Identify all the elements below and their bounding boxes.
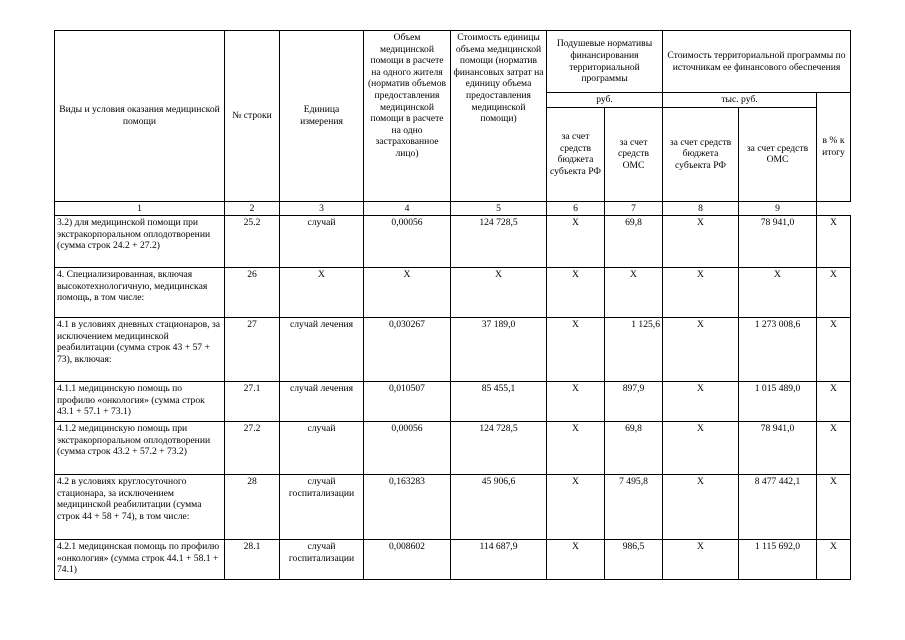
row-pc-budget: Х — [547, 422, 605, 475]
financing-table — [54, 30, 851, 580]
header-unit: Единица измерения — [280, 31, 364, 202]
row-cost: 37 189,0 — [451, 318, 547, 382]
row-tc-budget: Х — [663, 422, 739, 475]
column-number: 9 — [739, 201, 817, 216]
header-line-number: № строки — [225, 31, 280, 202]
row-unit: Х — [280, 268, 364, 318]
column-number: 2 — [225, 201, 280, 216]
row-cost: 45 906,6 — [451, 475, 547, 540]
row-tc-budget: Х — [663, 540, 739, 580]
row-tc-oms: Х — [739, 268, 817, 318]
column-number: 5 — [451, 201, 547, 216]
row-name: 3.2) для медицинской помощи при экстракорпоральном оплодотворении (сумма строк 24.2 + 27.2) — [55, 216, 225, 268]
table-row — [55, 318, 851, 382]
header-program-cost: Стоимость территориальной программы по источникам ее финансового обеспечения — [663, 31, 851, 93]
row-name: 4.1.2 медицинскую помощь при экстракорпоральном оплодотворении (сумма строк 43.2 + 57.2 + 73.2) — [55, 422, 225, 475]
row-pc-oms: 986,5 — [605, 540, 663, 580]
header-unit-thousand-rub: тыс. руб. — [663, 93, 817, 108]
table-row — [55, 475, 851, 540]
header-per-capita-norms: Подушевые нормативы финансирования территориальной программы — [547, 31, 663, 93]
row-tc-oms: 78 941,0 — [739, 216, 817, 268]
row-line: 26 — [225, 268, 280, 318]
row-tc-budget: Х — [663, 268, 739, 318]
row-name: 4. Специализированная, включая высокотехнологичную, медицинская помощь, в том числе: — [55, 268, 225, 318]
row-volume: 0,008602 — [364, 540, 451, 580]
row-unit: случай — [280, 422, 364, 475]
table-row — [55, 382, 851, 422]
row-pct: Х — [817, 216, 851, 268]
row-pct: Х — [817, 475, 851, 540]
row-line: 28.1 — [225, 540, 280, 580]
header-unit-cost: Стоимость единицы объема медицинской помощи (норматив финансовых затрат на единицу объема предоставления медицинской помощи) — [451, 31, 547, 202]
row-volume: 0,163283 — [364, 475, 451, 540]
row-line: 27.2 — [225, 422, 280, 475]
header-services: Виды и условия оказания медицинской помощи — [55, 31, 225, 202]
row-pc-oms: 7 495,8 — [605, 475, 663, 540]
row-tc-budget: Х — [663, 382, 739, 422]
column-number: 4 — [364, 201, 451, 216]
header-pc-budget: за счет средств бюджета субъекта РФ — [547, 107, 605, 201]
table-row — [55, 540, 851, 580]
row-tc-oms: 1 015 489,0 — [739, 382, 817, 422]
header-pc-oms: за счет средств ОМС — [605, 107, 663, 201]
row-tc-budget: Х — [663, 475, 739, 540]
row-line: 28 — [225, 475, 280, 540]
row-tc-oms: 1 115 692,0 — [739, 540, 817, 580]
row-tc-oms: 1 273 008,6 — [739, 318, 817, 382]
row-cost: 124 728,5 — [451, 422, 547, 475]
row-volume: Х — [364, 268, 451, 318]
row-unit: случай госпитализации — [280, 475, 364, 540]
row-cost: 85 455,1 — [451, 382, 547, 422]
row-pc-budget: Х — [547, 268, 605, 318]
row-pc-budget: Х — [547, 216, 605, 268]
header-tc-budget: за счет средств бюджета субъекта РФ — [663, 107, 739, 201]
table-row — [55, 422, 851, 475]
row-tc-budget: Х — [663, 216, 739, 268]
column-number: 6 — [547, 201, 605, 216]
row-pct: Х — [817, 422, 851, 475]
row-pc-oms: 897,9 — [605, 382, 663, 422]
column-number: 7 — [605, 201, 663, 216]
column-number: 8 — [663, 201, 739, 216]
row-name: 4.2.1 медицинская помощь по профилю «онкология» (сумма строк 44.1 + 58.1 + 74.1) — [55, 540, 225, 580]
row-line: 27 — [225, 318, 280, 382]
row-pc-budget: Х — [547, 318, 605, 382]
column-number: 3 — [280, 201, 364, 216]
row-tc-budget: Х — [663, 318, 739, 382]
column-number-row — [55, 201, 851, 216]
row-pct: Х — [817, 318, 851, 382]
row-cost: 124 728,5 — [451, 216, 547, 268]
column-number: 1 — [55, 201, 225, 216]
row-pct: Х — [817, 268, 851, 318]
table-row — [55, 216, 851, 268]
row-unit: случай лечения — [280, 318, 364, 382]
row-name: 4.1 в условиях дневных стационаров, за исключением медицинской реабилитации (сумма строк 43 + 57 + 73), включая: — [55, 318, 225, 382]
row-name: 4.1.1 медицинскую помощь по профилю «онкология» (сумма строк 43.1 + 57.1 + 73.1) — [55, 382, 225, 422]
row-unit: случай лечения — [280, 382, 364, 422]
header-volume: Объем медицинской помощи в расчете на одного жителя (норматив объемов предоставления медицинской помощи в расчете на одно застрахованное лицо) — [364, 31, 451, 202]
row-pc-oms: 1 125,6 — [605, 318, 663, 382]
table-row — [55, 268, 851, 318]
row-cost: Х — [451, 268, 547, 318]
header-percent-total: в % к итогу — [817, 93, 851, 202]
row-pc-oms: 69,8 — [605, 422, 663, 475]
row-pc-budget: Х — [547, 475, 605, 540]
row-name: 4.2 в условиях круглосуточного стационара, за исключением медицинской реабилитации (сумма строк 44 + 58 + 74), в том числе: — [55, 475, 225, 540]
row-line: 25.2 — [225, 216, 280, 268]
row-unit: случай госпитализации — [280, 540, 364, 580]
row-pct: Х — [817, 382, 851, 422]
header-unit-rub: руб. — [547, 93, 663, 108]
row-pc-oms: 69,8 — [605, 216, 663, 268]
row-tc-oms: 78 941,0 — [739, 422, 817, 475]
row-volume: 0,010507 — [364, 382, 451, 422]
row-unit: случай — [280, 216, 364, 268]
row-pc-oms: Х — [605, 268, 663, 318]
header-tc-oms: за счет средств ОМС — [739, 107, 817, 201]
row-cost: 114 687,9 — [451, 540, 547, 580]
row-pc-budget: Х — [547, 540, 605, 580]
row-tc-oms: 8 477 442,1 — [739, 475, 817, 540]
row-volume: 0,030267 — [364, 318, 451, 382]
row-volume: 0,00056 — [364, 422, 451, 475]
row-volume: 0,00056 — [364, 216, 451, 268]
row-pct: Х — [817, 540, 851, 580]
row-line: 27.1 — [225, 382, 280, 422]
row-pc-budget: Х — [547, 382, 605, 422]
